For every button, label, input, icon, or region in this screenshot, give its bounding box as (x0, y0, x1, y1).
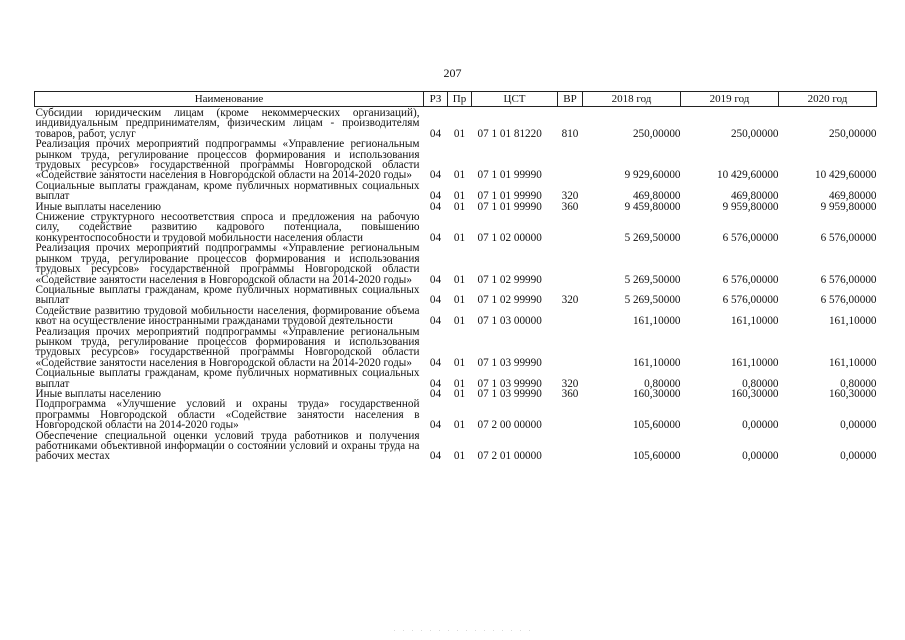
row-pr: 01 (453, 231, 466, 244)
row-value-2020: 6 576,00000 (820, 294, 877, 307)
row-name: Реализация прочих мероприятий подпрограммы «Управление региональным рынком труда, регулирование процессов формирования и использования трудовых ресурсов» государственной программы Новгородской области «Содействие занятости населения в Новгородской области на 2014-2020 годы» (35, 242, 420, 286)
table-body (35, 107, 877, 462)
row-value-2019: 160,30000 (730, 387, 779, 400)
row-rz: 04 (429, 315, 442, 328)
budget-table (34, 91, 877, 462)
row-value-2018: 105,60000 (632, 419, 681, 432)
row-cst: 07 1 03 99990 (477, 356, 542, 369)
row-name: Содействие развитию трудовой мобильности населения, формирование объема квот на осуществление иностранными гражданами трудовой деятельности (35, 304, 420, 328)
row-vr: 320 (561, 377, 579, 390)
row-vr: 360 (561, 200, 579, 213)
row-cst: 07 2 00 00000 (477, 419, 542, 432)
row-value-2019: 6 576,00000 (722, 273, 779, 286)
row-value-2019: 9 959,80000 (722, 200, 779, 213)
row-value-2020: 469,80000 (828, 190, 877, 203)
row-pr: 01 (453, 450, 466, 463)
row-vr (558, 327, 583, 369)
row-vr: 810 (561, 127, 579, 140)
row-vr (558, 306, 583, 327)
col-header-pr: Пр (448, 92, 472, 107)
table-row (35, 431, 877, 462)
row-vr (558, 431, 583, 462)
table-row (35, 327, 877, 369)
row-value-2020: 9 959,80000 (820, 200, 877, 213)
row-name: Социальные выплаты гражданам, кроме публичных нормативных социальных выплат (35, 367, 420, 390)
row-cst: 07 1 02 99990 (477, 273, 542, 286)
row-pr: 01 (453, 419, 466, 432)
row-cst: 07 1 03 99990 (477, 377, 542, 390)
table-row (35, 368, 877, 389)
table-row (35, 212, 877, 243)
row-value-2020: 0,80000 (840, 377, 877, 390)
col-header-rz: РЗ (424, 92, 448, 107)
table-header (35, 92, 877, 107)
row-pr: 01 (453, 200, 466, 213)
row-cst: 07 1 02 00000 (477, 231, 542, 244)
row-name: Реализация прочих мероприятий подпрограммы «Управление региональным рынком труда, регулирование процессов формирования и использования трудовых ресурсов» государственной программы Новгородской области «Содействие занятости населения в Новгородской области на 2014-2020 годы» (35, 325, 420, 369)
row-cst: 07 2 01 00000 (477, 450, 542, 463)
row-value-2020: 6 576,00000 (820, 273, 877, 286)
col-header-cst: ЦСТ (472, 92, 558, 107)
row-cst: 07 1 03 99990 (477, 387, 542, 400)
row-value-2018: 469,80000 (632, 190, 681, 203)
row-pr: 01 (453, 127, 466, 140)
row-vr (558, 399, 583, 430)
row-value-2018: 250,00000 (632, 127, 681, 140)
row-vr: 360 (561, 387, 579, 400)
row-cst: 07 1 02 99990 (477, 294, 542, 307)
col-header-2019: 2019 год (681, 92, 779, 107)
row-value-2019: 6 576,00000 (722, 231, 779, 244)
row-cst: 07 1 01 99990 (477, 169, 542, 182)
row-name: Подпрограмма «Улучшение условий и охраны труда» государственной программы Новгородской области «Содействие занятости населения в Новгородской области на 2014-2020 годы» (35, 398, 420, 432)
row-rz: 04 (429, 419, 442, 432)
row-name: Иные выплаты населению (35, 200, 161, 213)
row-value-2020: 0,00000 (840, 450, 877, 463)
row-cst: 07 1 01 99990 (477, 190, 542, 203)
row-value-2020: 161,10000 (828, 315, 877, 328)
table-row (35, 107, 877, 140)
row-cst: 07 1 01 99990 (477, 200, 542, 213)
row-value-2018: 9 929,60000 (624, 169, 681, 182)
row-pr: 01 (453, 273, 466, 286)
row-value-2019: 161,10000 (730, 315, 779, 328)
row-name: Социальные выплаты гражданам, кроме публичных нормативных социальных выплат (35, 283, 420, 307)
row-value-2020: 0,00000 (840, 419, 877, 432)
row-cst: 07 1 03 00000 (477, 315, 542, 328)
row-vr: 320 (561, 190, 579, 203)
row-value-2018: 5 269,50000 (624, 231, 681, 244)
row-name: Обеспечение специальной оценки условий труда работников и получения работниками объективной информации о состоянии условий и охраны труда на рабочих местах (35, 429, 420, 463)
table-row (35, 285, 877, 306)
table-row (35, 306, 877, 327)
col-header-2020: 2020 год (779, 92, 877, 107)
row-rz: 04 (429, 200, 442, 213)
table-row (35, 139, 877, 181)
row-pr: 01 (453, 294, 466, 307)
row-value-2019: 6 576,00000 (722, 294, 779, 307)
row-value-2018: 5 269,50000 (624, 273, 681, 286)
row-rz: 04 (429, 231, 442, 244)
row-cst: 07 1 01 81220 (477, 127, 542, 140)
row-pr: 01 (453, 315, 466, 328)
row-rz: 04 (429, 190, 442, 203)
row-rz: 04 (429, 387, 442, 400)
table-row (35, 181, 877, 202)
row-value-2019: 0,80000 (742, 377, 779, 390)
row-value-2019: 469,80000 (730, 190, 779, 203)
row-vr (558, 243, 583, 285)
row-value-2019: 0,00000 (742, 450, 779, 463)
row-value-2020: 160,30000 (828, 387, 877, 400)
row-value-2020: 10 429,60000 (814, 169, 877, 182)
row-pr: 01 (453, 387, 466, 400)
row-value-2019: 250,00000 (730, 127, 779, 140)
col-header-name: Наименование (35, 92, 424, 107)
row-pr: 01 (453, 169, 466, 182)
row-rz: 04 (429, 294, 442, 307)
row-rz: 04 (429, 377, 442, 390)
row-value-2020: 161,10000 (828, 356, 877, 369)
row-value-2018: 105,60000 (632, 450, 681, 463)
table-row (35, 399, 877, 430)
row-value-2019: 0,00000 (742, 419, 779, 432)
row-rz: 04 (429, 169, 442, 182)
row-rz: 04 (429, 273, 442, 286)
row-name: Снижение структурного несоответствия спроса и предложения на рабочую силу, содействие развитию кадрового потенциала, повышению конкурентоспособности и трудовой мобильности населения области (35, 211, 420, 244)
row-vr (558, 212, 583, 243)
row-name: Иные выплаты населению (35, 387, 161, 400)
row-value-2018: 161,10000 (632, 356, 681, 369)
page-number: 207 (443, 66, 462, 80)
row-name: Социальные выплаты гражданам, кроме публичных нормативных социальных выплат (35, 179, 420, 203)
row-value-2018: 160,30000 (632, 387, 681, 400)
row-rz: 04 (429, 450, 442, 463)
row-rz: 04 (429, 127, 442, 140)
row-pr: 01 (453, 356, 466, 369)
row-value-2018: 0,80000 (644, 377, 681, 390)
row-value-2019: 10 429,60000 (716, 169, 779, 182)
scan-noise (390, 629, 530, 632)
row-value-2020: 6 576,00000 (820, 231, 877, 244)
col-header-2018: 2018 год (583, 92, 681, 107)
col-header-vr: ВР (558, 92, 583, 107)
row-name: Субсидии юридическим лицам (кроме некоммерческих организаций), индивидуальным предпринимателям, физическим лицам - производителям товаров, работ, услуг (35, 107, 420, 140)
row-vr (558, 139, 583, 181)
row-pr: 01 (453, 190, 466, 203)
row-vr: 320 (561, 294, 579, 307)
table-row (35, 243, 877, 285)
row-value-2019: 161,10000 (730, 356, 779, 369)
row-value-2018: 9 459,80000 (624, 200, 681, 213)
row-name: Реализация прочих мероприятий подпрограммы «Управление региональным рынком труда, регулирование процессов формирования и использования трудовых ресурсов» государственной программы Новгородской области «Содействие занятости населения в Новгородской области на 2014-2020 годы» (35, 138, 420, 182)
row-value-2018: 5 269,50000 (624, 294, 681, 307)
row-pr: 01 (453, 377, 466, 390)
row-value-2020: 250,00000 (828, 127, 877, 140)
row-rz: 04 (429, 356, 442, 369)
row-value-2018: 161,10000 (632, 315, 681, 328)
